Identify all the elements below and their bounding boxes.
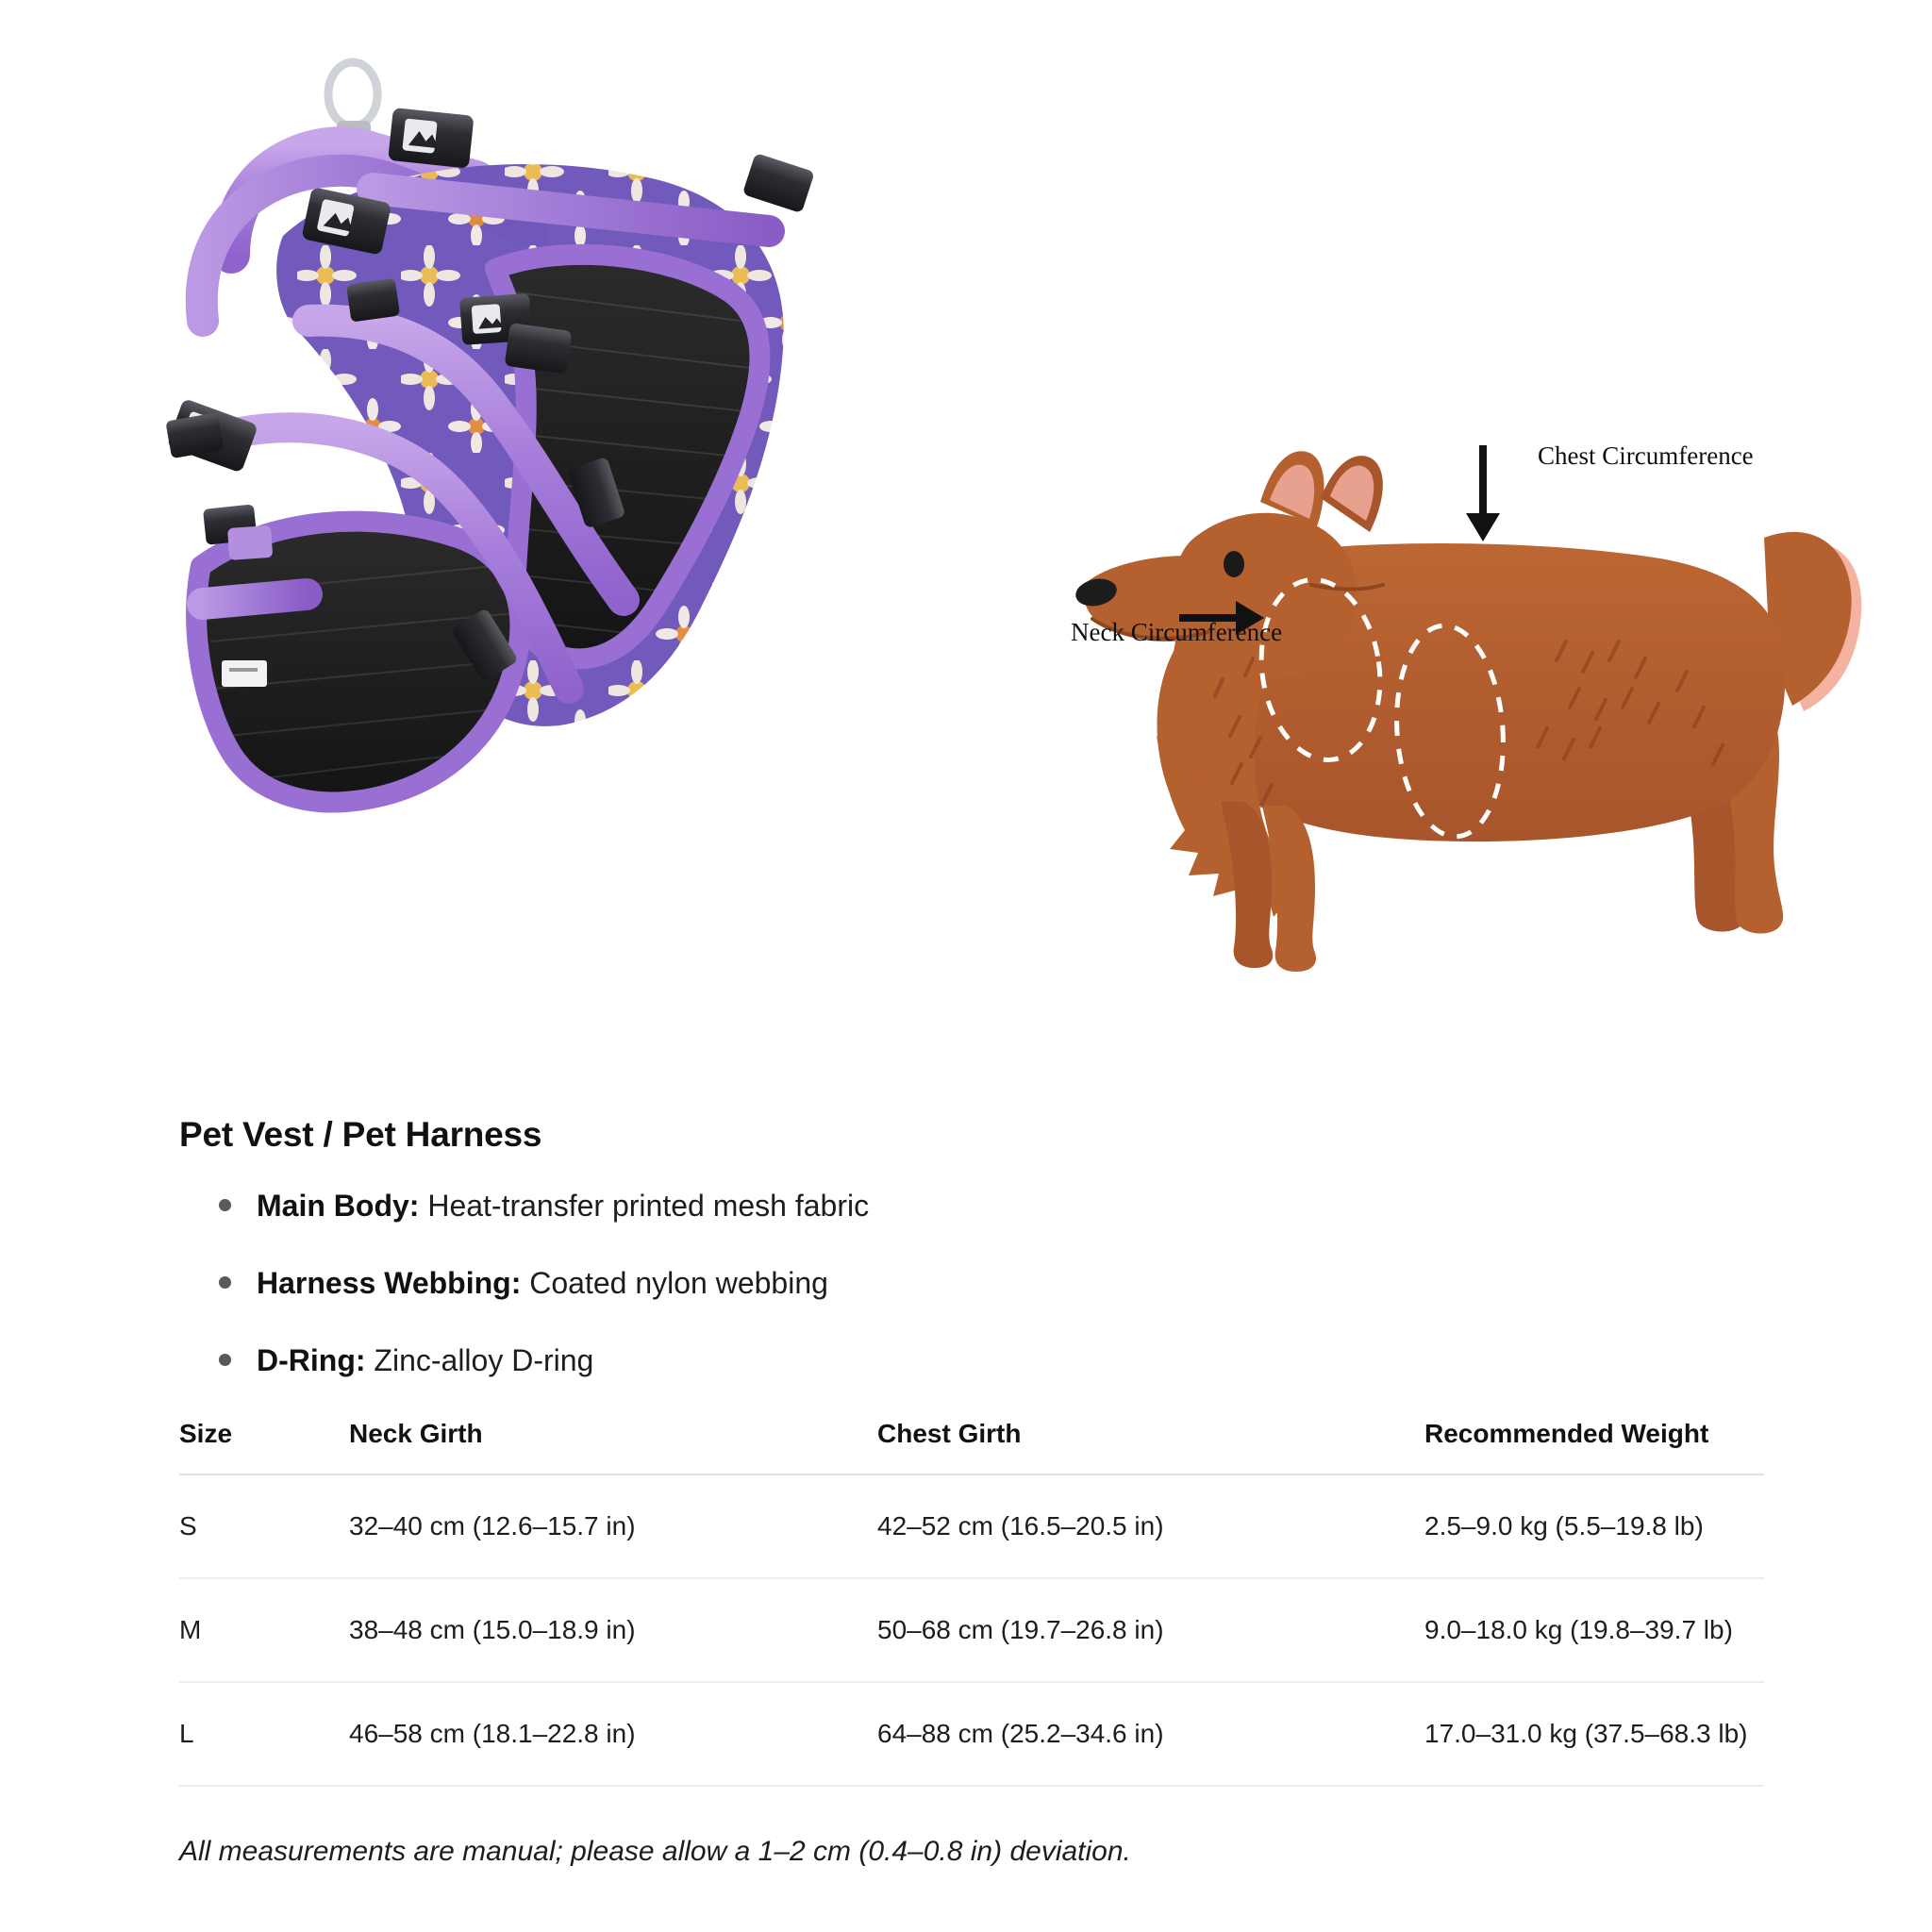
- spec-value: Coated nylon webbing: [521, 1266, 828, 1300]
- spec-label: Main Body:: [257, 1189, 420, 1223]
- column-header-size: Size: [179, 1419, 349, 1474]
- table-row: [179, 1682, 1764, 1786]
- product-details-section: [0, 1075, 1932, 1896]
- spec-list: [179, 1187, 1753, 1379]
- page-title: Pet Vest / Pet Harness: [179, 1115, 542, 1154]
- spec-value: Heat-transfer printed mesh fabric: [419, 1189, 870, 1223]
- cell-size: S: [179, 1474, 349, 1578]
- column-header-recommended-weight: Recommended Weight: [1424, 1419, 1764, 1474]
- cell-size: M: [179, 1578, 349, 1682]
- cell-chest: 64–88 cm (25.2–34.6 in): [877, 1682, 1424, 1786]
- cell-weight: 9.0–18.0 kg (19.8–39.7 lb): [1424, 1578, 1764, 1682]
- measurement-disclaimer: All measurements are manual; please allow a 1–2 cm (0.4–0.8 in) deviation.: [179, 1836, 1131, 1867]
- spec-label: Harness Webbing:: [257, 1266, 522, 1300]
- table-header-row: [179, 1419, 1764, 1474]
- table-row: [179, 1578, 1764, 1682]
- column-header-neck-girth: Neck Girth: [349, 1419, 877, 1474]
- cell-neck: 32–40 cm (12.6–15.7 in): [349, 1474, 877, 1578]
- cell-weight: 2.5–9.0 kg (5.5–19.8 lb): [1424, 1474, 1764, 1578]
- cell-chest: 50–68 cm (19.7–26.8 in): [877, 1578, 1424, 1682]
- spec-value: Zinc-alloy D-ring: [365, 1343, 594, 1377]
- list-item: [179, 1187, 1753, 1224]
- size-chart-table: [179, 1419, 1764, 1787]
- table-row: [179, 1474, 1764, 1578]
- cell-neck: 38–48 cm (15.0–18.9 in): [349, 1578, 877, 1682]
- bullet-icon: [219, 1199, 231, 1211]
- bullet-icon: [219, 1276, 231, 1289]
- cell-chest: 42–52 cm (16.5–20.5 in): [877, 1474, 1424, 1578]
- chest-circumference-label: Chest Circumference: [1538, 441, 1754, 470]
- list-item: [179, 1341, 1753, 1379]
- cell-weight: 17.0–31.0 kg (37.5–68.3 lb): [1424, 1682, 1764, 1786]
- list-item: [179, 1264, 1753, 1302]
- harness-product-photo: [90, 38, 920, 1047]
- neck-circumference-label: Neck Circumference: [1071, 618, 1283, 646]
- spec-label: D-Ring:: [257, 1343, 366, 1377]
- cell-neck: 46–58 cm (18.1–22.8 in): [349, 1682, 877, 1786]
- column-header-chest-girth: Chest Girth: [877, 1419, 1424, 1474]
- bullet-icon: [219, 1354, 231, 1366]
- chest-arrow-icon: [1466, 445, 1500, 541]
- cell-size: L: [179, 1682, 349, 1786]
